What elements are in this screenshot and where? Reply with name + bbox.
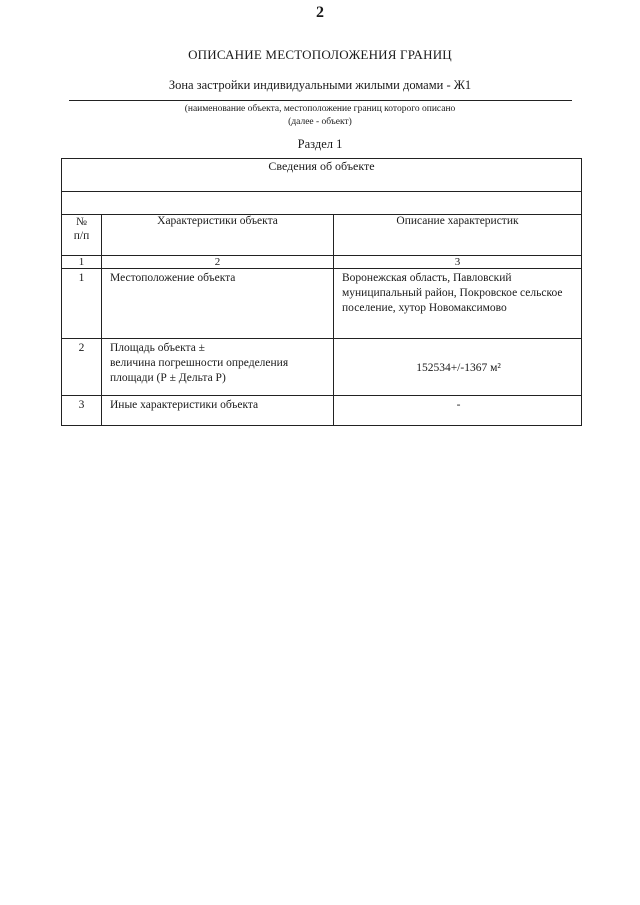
column-number: 3 xyxy=(334,256,582,269)
object-name: Зона застройки индивидуальными жилыми домами - Ж1 xyxy=(168,78,472,92)
caption-line-1: (наименование объекта, местоположение границ которого описано xyxy=(184,104,456,114)
header-number-line-2: п/п xyxy=(73,230,90,242)
object-info-table xyxy=(61,158,582,426)
header-number xyxy=(62,215,102,256)
header-characteristics: Характеристики объекта xyxy=(102,215,334,256)
table-row xyxy=(62,339,582,396)
row-characteristic: Иные характеристики объекта xyxy=(102,396,334,426)
row-number: 3 xyxy=(62,396,102,426)
object-name-underline xyxy=(69,100,572,101)
row-description: Воронежская область, Павловский муниципальный район, Покровское сельское поселение, хутор Новомаксимово xyxy=(334,269,582,339)
table-blank-cell xyxy=(62,192,582,215)
table-blank-row xyxy=(62,192,582,215)
object-name-caption xyxy=(0,103,640,128)
row-description: 152534+/-1367 м² xyxy=(334,339,582,396)
table-row xyxy=(62,269,582,339)
table-header-row xyxy=(62,215,582,256)
section-label: Раздел 1 xyxy=(297,137,343,151)
table-title-row xyxy=(62,159,582,192)
page-number: 2 xyxy=(316,4,324,21)
table-row xyxy=(62,396,582,426)
row-characteristic: Местоположение объекта xyxy=(102,269,334,339)
column-number: 2 xyxy=(102,256,334,269)
header-description: Описание характеристик xyxy=(334,215,582,256)
caption-line-2: (далее - объект) xyxy=(288,116,352,127)
table-title: Сведения об объекте xyxy=(62,159,582,192)
row-characteristic-line-2: величина погрешности определения площади (Р ± Дельта Р) xyxy=(110,357,289,384)
document-title: ОПИСАНИЕ МЕСТОПОЛОЖЕНИЯ ГРАНИЦ xyxy=(188,47,452,62)
column-number: 1 xyxy=(62,256,102,269)
column-number-row xyxy=(62,256,582,269)
row-characteristic-line-1: Площадь объекта ± xyxy=(110,342,205,354)
header-number-line-1: № xyxy=(76,216,87,228)
row-description: - xyxy=(334,396,582,426)
row-number: 1 xyxy=(62,269,102,339)
row-number: 2 xyxy=(62,339,102,396)
row-characteristic xyxy=(102,339,334,396)
